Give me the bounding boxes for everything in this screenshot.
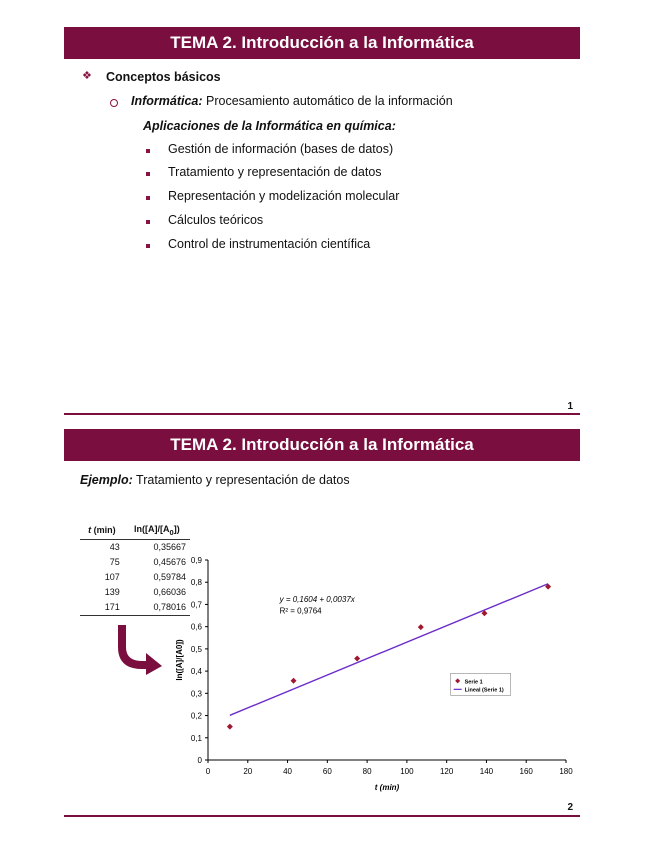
x-tick-label: 80 xyxy=(362,767,372,776)
y-tick-label: 0,1 xyxy=(190,733,202,743)
example-label: Ejemplo: xyxy=(80,473,133,487)
table-header-row xyxy=(80,522,190,539)
table-cell: 0,59784 xyxy=(153,572,186,583)
table-cell: 75 xyxy=(109,557,120,568)
table-header: t (min) xyxy=(80,522,124,539)
table-cell: 0,35667 xyxy=(153,542,186,553)
r2-label: R² = 0,9764 xyxy=(279,606,322,616)
slide-title: TEMA 2. Introducción a la Informática xyxy=(64,27,580,59)
y-tick-label: 0,6 xyxy=(190,622,202,632)
x-tick-label: 180 xyxy=(559,767,573,776)
page-number: 1 xyxy=(567,401,573,412)
data-point xyxy=(354,655,360,661)
page-number: 2 xyxy=(567,802,573,813)
heading-conceptos: Conceptos básicos xyxy=(106,70,221,84)
legend-label: Lineal (Serie 1) xyxy=(464,687,504,694)
x-tick-label: 160 xyxy=(519,767,533,776)
y-tick-label: 0,7 xyxy=(190,600,202,610)
x-tick-label: 100 xyxy=(400,767,414,776)
legend-label: Serie 1 xyxy=(464,679,483,686)
table-cell: 171 xyxy=(104,602,120,613)
list-item: Control de instrumentación científica xyxy=(168,237,371,251)
section-heading: Aplicaciones de la Informática en química: xyxy=(143,119,396,133)
example-line xyxy=(80,473,350,487)
x-tick-label: 0 xyxy=(205,767,211,776)
y-axis-label: ln([A]/[A0]) xyxy=(175,639,184,681)
y-tick-label: 0,5 xyxy=(190,644,202,654)
diamond-bullet-icon: ❖ xyxy=(82,70,92,82)
data-point xyxy=(227,724,233,730)
data-point xyxy=(291,678,297,684)
table-cell: 0,66036 xyxy=(153,587,186,598)
table-cell: 0,78016 xyxy=(153,602,186,613)
x-tick-label: 40 xyxy=(283,767,293,776)
curved-arrow-icon xyxy=(118,625,164,675)
x-tick-label: 120 xyxy=(439,767,454,776)
table-cell: 107 xyxy=(104,572,120,583)
list-item: Representación y modelización molecular xyxy=(168,189,400,203)
x-tick-label: 140 xyxy=(479,767,494,776)
x-tick-label: 20 xyxy=(243,767,253,776)
footer-rule xyxy=(64,815,580,817)
equation-label: y = 0,1604 + 0,0037x xyxy=(279,595,355,605)
list-item: Gestión de información (bases de datos) xyxy=(168,142,394,156)
table-header: $\ln([A]/[A_0])$ xyxy=(124,522,190,539)
data-point xyxy=(418,624,424,630)
slide-title: TEMA 2. Introducción a la Informática xyxy=(64,429,580,461)
scatter-chart xyxy=(170,550,590,800)
y-tick-label: 0,4 xyxy=(190,667,202,677)
table-cell: 0,45676 xyxy=(153,557,186,568)
y-tick-label: 0,2 xyxy=(190,711,202,721)
x-axis-label: t (min) xyxy=(374,783,400,792)
list-item: Tratamiento y representación de datos xyxy=(168,165,382,179)
example-text: Tratamiento y representación de datos xyxy=(136,473,350,487)
y-tick-label: 0,8 xyxy=(190,578,202,588)
table-cell: 43 xyxy=(109,542,120,553)
y-tick-label: 0,9 xyxy=(190,556,202,565)
y-tick-label: 0 xyxy=(197,756,202,765)
list-item: Cálculos teóricos xyxy=(168,213,264,227)
table-cell: 139 xyxy=(104,587,120,598)
y-tick-label: 0,3 xyxy=(190,689,202,699)
x-tick-label: 60 xyxy=(322,767,332,776)
definition-term: Informática: xyxy=(131,94,203,108)
definition-text: Procesamiento automático de la información xyxy=(206,94,453,108)
